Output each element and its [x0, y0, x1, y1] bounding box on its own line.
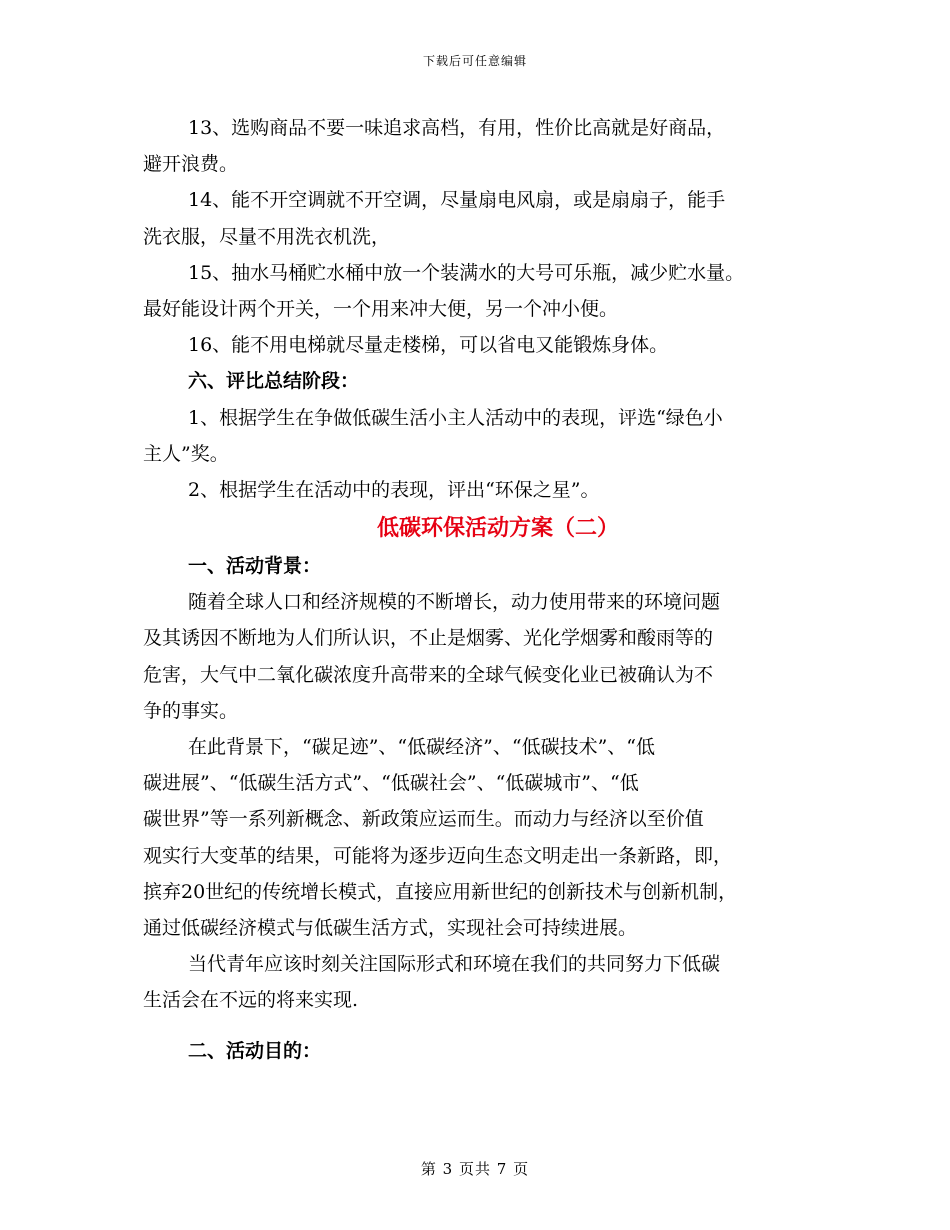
item-16-line: 16、能不用电梯就尽量走楼梯，可以省电又能锻炼身体。	[188, 334, 669, 357]
document-body	[143, 110, 808, 1069]
evaluation-item-1-line-1: 1、根据学生在争做低碳生活小主人活动中的表现，评选“绿色小	[188, 406, 723, 429]
item-14-line-1: 14、能不开空调就不开空调，尽量扇电风扇，或是扇扇子，能手	[188, 189, 726, 212]
background-para-1-line: 危害，大气中二氧化碳浓度升高带来的全球气候变化业已被确认为不	[143, 663, 714, 686]
item-13-line-2: 避开浪费。	[143, 153, 239, 176]
item-15-line-2: 最好能设计两个开关，一个用来冲大便，另一个冲小便。	[143, 297, 619, 320]
background-para-2-line: 通过低碳经济模式与低碳生活方式，实现社会可持续进展。	[143, 916, 638, 939]
background-para-2-line: 碳世界”等一系列新概念、新政策应运而生。而动力与经济以至价值	[143, 808, 704, 831]
item-14-line-2: 洗衣服，尽量不用洗衣机洗，	[143, 225, 391, 248]
background-para-2-line: 在此背景下，“碳足迹”、“低碳经济”、“低碳技术”、“低	[188, 736, 655, 758]
section-heading-evaluation: 六、评比总结阶段：	[188, 370, 360, 393]
background-para-1-line: 争的事实。	[143, 699, 239, 722]
background-para-3-line: 生活会在不远的将来实现.	[143, 989, 359, 1012]
background-para-1-line: 及其诱因不断地为人们所认识，不止是烟雾、光化学烟雾和酸雨等的	[143, 627, 714, 650]
section-heading-background: 一、活动背景：	[188, 555, 322, 578]
background-para-1-line: 随着全球人口和经济规模的不断增长，动力使用带来的环境问题	[188, 591, 721, 614]
page-footer: 第 3 页共 7 页	[420, 1160, 530, 1178]
section-gap	[143, 1019, 808, 1033]
page-header: 下载后可任意编辑	[422, 54, 527, 68]
background-para-2-line: 摈弃20世纪的传统增长模式，直接应用新世纪的创新技术与创新机制，	[143, 880, 738, 903]
background-para-3-line: 当代青年应该时刻关注国际形式和环境在我们的共同努力下低碳	[188, 953, 721, 976]
evaluation-item-1-line-2: 主人”奖。	[143, 442, 229, 465]
background-para-2-line: 碳进展”、“低碳生活方式”、“低碳社会”、“低碳城市”、“低	[143, 772, 639, 795]
document-title: 低碳环保活动方案（二）	[376, 515, 619, 542]
item-13-line-1: 13、选购商品不要一味追求高档，有用，性价比高就是好商品，	[188, 117, 726, 139]
item-15-line-1: 15、抽水马桶贮水桶中放一个装满水的大号可乐瓶，减少贮水量。	[188, 261, 745, 284]
background-para-2-line: 观实行大变革的结果，可能将为逐步迈向生态文明走出一条新路，即，	[143, 844, 733, 867]
evaluation-item-2-line: 2、根据学生在活动中的表现，评出“环保之星”。	[188, 478, 600, 501]
section-heading-purpose: 二、活动目的：	[188, 1039, 322, 1062]
